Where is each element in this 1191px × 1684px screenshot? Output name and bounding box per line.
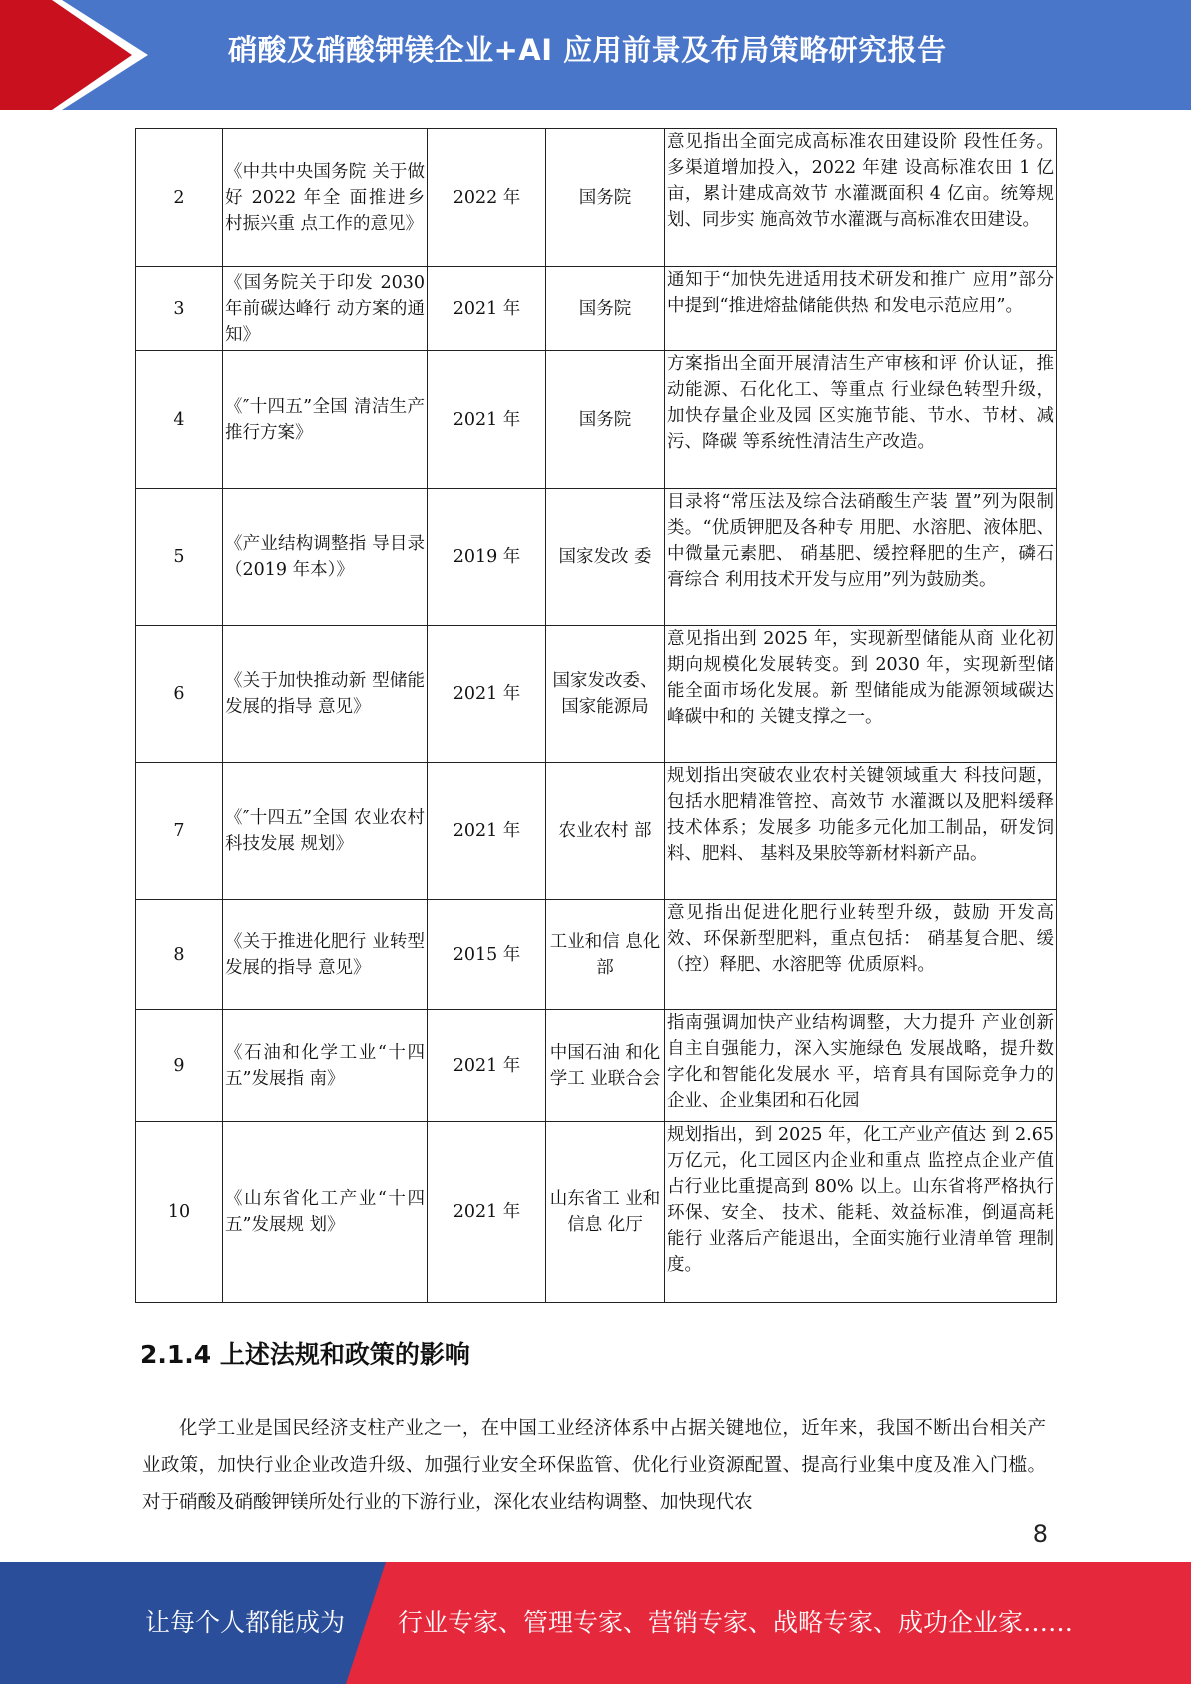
policy-year: 2021 年 — [428, 626, 546, 763]
policy-description: 意见指出到 2025 年，实现新型储能从商 业化初期向规模化发展转变。到 2030 年，实现新型储能全面市场化发展。新 型储能成为能源领域碳达峰碳中和的 关键支撑之一。 — [665, 626, 1057, 763]
policy-year: 2022 年 — [428, 129, 546, 267]
body-paragraph: 化学工业是国民经济支柱产业之一，在中国工业经济体系中占据关键地位，近年来，我国不断出台相关产业政策，加快行业企业改造升级、加强行业安全环保监管、优化行业资源配置、提高行业集中度及准入门槛。对于硝酸及硝酸钾镁所处行业的下游行业，深化农业结构调整、加快现代农 — [142, 1418, 1046, 1513]
row-number: 10 — [136, 1122, 223, 1303]
policy-name: 《石油和化学工业“十四五”发展指 南》 — [223, 1010, 428, 1122]
policy-description: 规划指出突破农业农村关键领域重大 科技问题，包括水肥精准管控、高效节 水灌溉以及肥料缓释技术体系；发展多 功能多元化加工制品，研发饲料、肥料、 基料及果胶等新材料新产品。 — [665, 763, 1057, 900]
policy-year: 2021 年 — [428, 1010, 546, 1122]
policy-table — [135, 128, 1057, 1303]
policy-name: 《产业结构调整指 导目录（2019 年本）》 — [223, 489, 428, 626]
row-number: 9 — [136, 1010, 223, 1122]
policy-department: 农业农村 部 — [546, 763, 665, 900]
policy-department: 国务院 — [546, 351, 665, 489]
page-header — [0, 0, 1191, 110]
policy-name: 《国务院关于印发 2030 年前碳达峰行 动方案的通知》 — [223, 267, 428, 351]
policy-description: 意见指出促进化肥行业转型升级，鼓励 开发高效、环保新型肥料，重点包括： 硝基复合肥、缓（控）释肥、水溶肥等 优质原料。 — [665, 900, 1057, 1010]
policy-year: 2015 年 — [428, 900, 546, 1010]
table-row — [136, 1010, 1057, 1122]
row-number: 5 — [136, 489, 223, 626]
policy-name: 《关于推进化肥行 业转型发展的指导 意见》 — [223, 900, 428, 1010]
policy-department: 国务院 — [546, 129, 665, 267]
policy-name: 《山东省化工产业“十四五”发展规 划》 — [223, 1122, 428, 1303]
policy-name: 《″十四五”全国 农业农村科技发展 规划》 — [223, 763, 428, 900]
policy-description: 指南强调加快产业结构调整，大力提升 产业创新自主自强能力，深入实施绿色 发展战略，提升数字化和智能化发展水 平，培育具有国际竞争力的企业、企业集团和石化园 — [665, 1010, 1057, 1122]
row-number: 7 — [136, 763, 223, 900]
policy-department: 国务院 — [546, 267, 665, 351]
table-row — [136, 1122, 1057, 1303]
policy-description: 方案指出全面开展清洁生产审核和评 价认证，推动能源、石化化工、等重点 行业绿色转型升级，加快存量企业及园 区实施节能、节水、节材、减污、降碳 等系统性清洁生产改造。 — [665, 351, 1057, 489]
row-number: 4 — [136, 351, 223, 489]
page-footer — [0, 1562, 1191, 1684]
page-number: 8 — [1032, 1520, 1048, 1548]
policy-year: 2021 年 — [428, 763, 546, 900]
policy-year: 2021 年 — [428, 1122, 546, 1303]
table-row — [136, 489, 1057, 626]
row-number: 2 — [136, 129, 223, 267]
table-row — [136, 267, 1057, 351]
policy-department: 国家发改委、国家能源局 — [546, 626, 665, 763]
header-arrow-icon — [0, 0, 150, 110]
policy-name: 《关于加快推动新 型储能发展的指导 意见》 — [223, 626, 428, 763]
footer-slogan-right: 行业专家、管理专家、营销专家、战略专家、成功企业家…… — [398, 1608, 1074, 1637]
policy-name: 《中共中央国务院 关于做好 2022 年全 面推进乡村振兴重 点工作的意见》 — [223, 129, 428, 267]
row-number: 6 — [136, 626, 223, 763]
policy-description: 目录将“常压法及综合法硝酸生产装 置”列为限制类。“优质钾肥及各种专 用肥、水溶肥、液体肥、中微量元素肥、 硝基肥、缓控释肥的生产，磷石膏综合 利用技术开发与应用”列为鼓励类。 — [665, 489, 1057, 626]
footer-slogan-left: 让每个人都能成为 — [145, 1608, 346, 1637]
table-row — [136, 763, 1057, 900]
policy-department: 国家发改 委 — [546, 489, 665, 626]
section-heading: 2.1.4 上述法规和政策的影响 — [140, 1340, 470, 1369]
row-number: 3 — [136, 267, 223, 351]
policy-department: 工业和信 息化部 — [546, 900, 665, 1010]
policy-year: 2019 年 — [428, 489, 546, 626]
policy-year: 2021 年 — [428, 351, 546, 489]
row-number: 8 — [136, 900, 223, 1010]
table-row — [136, 626, 1057, 763]
policy-description: 通知于“加快先进适用技术研发和推广 应用”部分中提到“推进熔盐储能供热 和发电示范应用”。 — [665, 267, 1057, 351]
policy-department: 山东省工 业和信息 化厅 — [546, 1122, 665, 1303]
table-row — [136, 351, 1057, 489]
policy-year: 2021 年 — [428, 267, 546, 351]
report-title: 硝酸及硝酸钾镁企业+AI 应用前景及布局策略研究报告 — [228, 33, 947, 67]
policy-description: 意见指出全面完成高标准农田建设阶 段性任务。多渠道增加投入，2022 年建 设高标准农田 1 亿亩，累计建成高效节 水灌溉面积 4 亿亩。统筹规划、同步实 施高效节水灌溉与高标准农田建设。 — [665, 129, 1057, 267]
policy-description: 规划指出，到 2025 年，化工产业产值达 到 2.65 万亿元，化工园区内企业和重点 监控点企业产值占行业比重提高到 80% 以上。山东省将严格执行环保、安全、 技术、能耗、效益标准，倒逼高耗能行 业落后产能退出，全面实施行业清单管 理制度。 — [665, 1122, 1057, 1303]
policy-department: 中国石油 和化学工 业联合会 — [546, 1010, 665, 1122]
policy-name: 《″十四五”全国 清洁生产推行方案》 — [223, 351, 428, 489]
table-row — [136, 900, 1057, 1010]
table-row — [136, 129, 1057, 267]
